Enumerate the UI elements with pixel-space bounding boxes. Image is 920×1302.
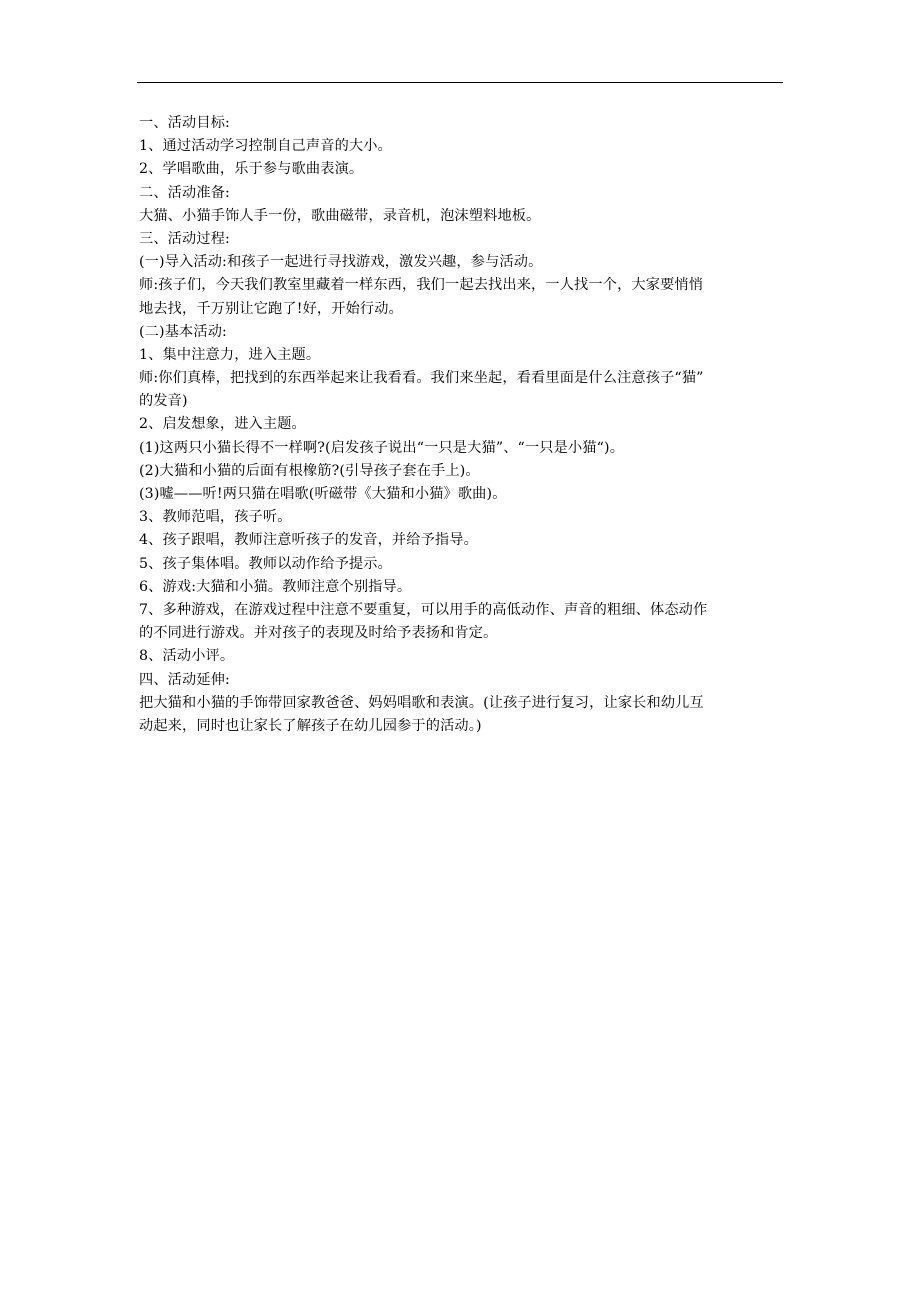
step-item-2: 2、启发想象，进入主题。 [139,416,306,433]
document-body [139,112,787,738]
step-item-3: 3、教师范唱，孩子听。 [139,509,292,526]
step-item-6: 6、游戏:大猫和小猫。教师注意个别指导。 [139,578,412,595]
heading-activity-process: 三、活动过程: [139,230,230,247]
sub-step-1: (1)这两只小猫长得不一样啊?(启发孩子说出“一只是大猫”、“一只是小猫“)。 [139,439,625,456]
goal-item-2: 2、学唱歌曲，乐于参与歌曲表演。 [139,161,364,178]
extension-text-line-1: 把大猫和小猫的手饰带回家教爸爸、妈妈唱歌和表演。(让孩子进行复习，让家长和幼儿互 [139,694,704,711]
preparation-text: 大猫、小猫手饰人手一份，歌曲磁带，录音机，泡沫塑料地板。 [139,207,541,224]
step-item-4: 4、孩子跟唱，教师注意听孩子的发音，并给予指导。 [139,532,478,549]
heading-activity-goals: 一、活动目标: [139,115,230,131]
heading-activity-extension: 四、活动延伸: [139,671,230,688]
extension-text-line-2: 动起来，同时也让家长了解孩子在幼儿园参于的活动。) [139,717,482,734]
sub-step-3: (3)嘘——听!两只猫在唱歌(听磁带《大猫和小猫》歌曲)。 [139,486,507,502]
heading-basic-activity: (二)基本活动: [139,323,227,340]
step-item-1: 1、集中注意力，进入主题。 [139,346,321,363]
teacher-speech-line-1: 师:孩子们，今天我们教室里藏着一样东西，我们一起去找出来，一人找一个，大家要悄悄 [139,277,704,294]
step-item-7-line-2: 的不同进行游戏。并对孩子的表现及时给予表扬和肯定。 [139,625,498,642]
process-intro: (一)导入活动:和孩子一起进行寻找游戏，激发兴趣，参与活动。 [139,254,543,271]
teacher-speech-line-2: 地去找，千万别让它跑了!好，开始行动。 [139,300,403,317]
teacher-speech-line-4: 的发音) [139,393,188,410]
step-item-5: 5、孩子集体唱。教师以动作给予提示。 [139,555,392,572]
goal-item-1: 1、通过活动学习控制自己声音的大小。 [139,138,392,155]
teacher-speech-line-3: 师:你们真棒，把找到的东西举起来让我看看。我们来坐起，看看里面是什么注意孩子“猫” [139,370,704,387]
heading-activity-preparation: 二、活动准备: [139,184,230,201]
step-item-8: 8、活动小评。 [139,648,235,665]
step-item-7-line-1: 7、多种游戏，在游戏过程中注意不要重复，可以用手的高低动作、声音的粗细、体态动作 [139,601,708,618]
sub-step-2: (2)大猫和小猫的后面有根橡筋?(引导孩子套在手上)。 [139,462,480,479]
header-rule [137,82,783,83]
